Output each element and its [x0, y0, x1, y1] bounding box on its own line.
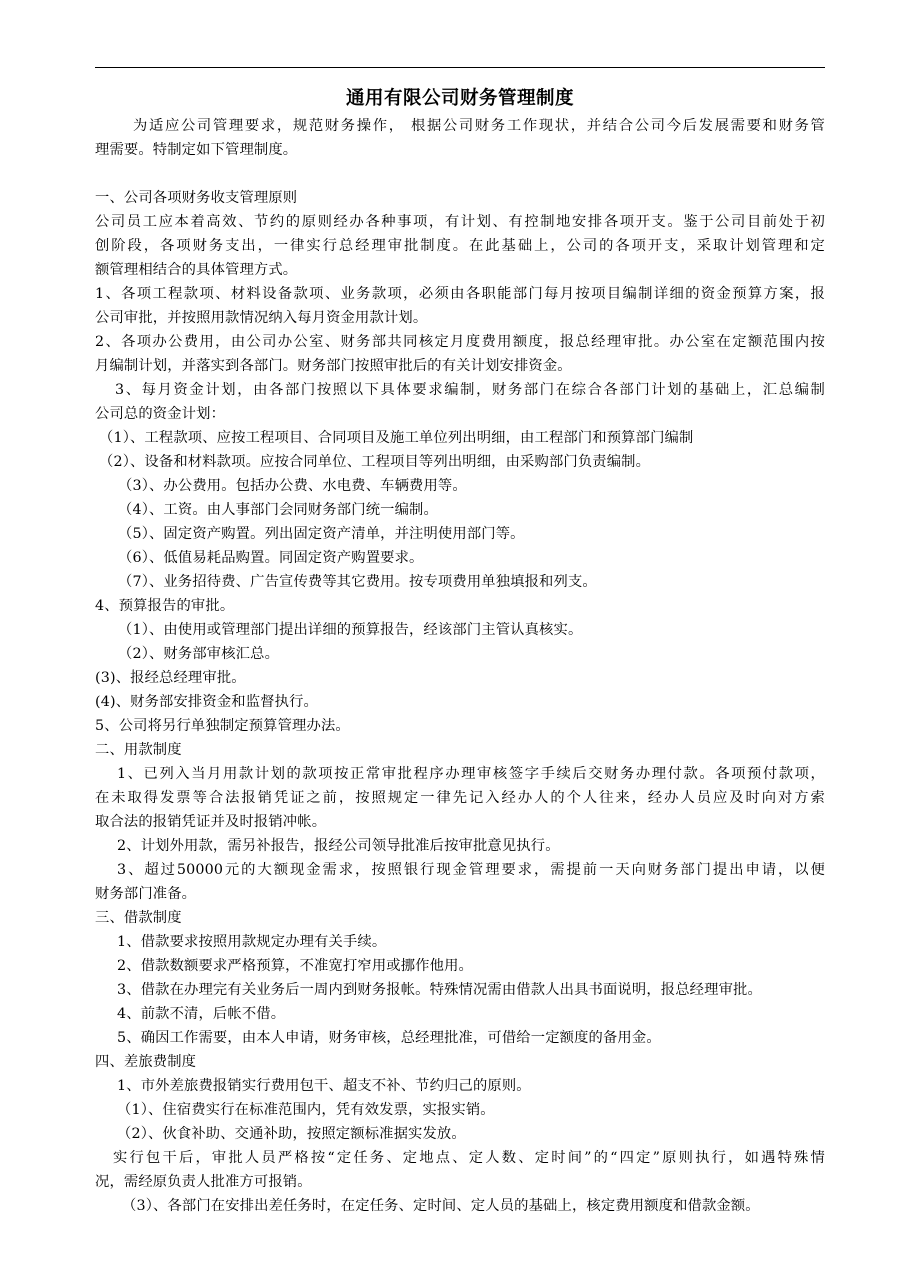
body-line: 理需要。特制定如下管理制度。 — [95, 142, 298, 158]
body-line: （2）、伙食补助、交通补助，按照定额标准据实发放。 — [117, 1126, 466, 1142]
body-line: 公司审批，并按照用款情况纳入每月资金用款计划。 — [95, 310, 428, 326]
body-line: 5、公司将另行单独制定预算管理办法。 — [95, 718, 350, 734]
body-line: 1、市外差旅费报销实行费用包干、超支不补、节约归己的原则。 — [117, 1078, 531, 1094]
body-line: 为适应公司管理要求，规范财务操作， 根据公司财务工作现状，并结合公司今后发展需要和财务管 — [133, 118, 825, 134]
body-line: 5、确因工作需要，由本人申请，财务审核，总经理批准，可借给一定额度的备用金。 — [117, 1030, 661, 1046]
body-line: （2）、财务部审核汇总。 — [118, 646, 280, 662]
body-line: 三、借款制度 — [95, 910, 182, 926]
body-line: 公司员工应本着高效、节约的原则经办各种事项，有计划、有控制地安排各项开支。鉴于公司目前处于初 — [95, 214, 825, 230]
body-line: （6）、低值易耗品购置。同固定资产购置要求。 — [118, 550, 424, 566]
body-line: （7）、业务招待费、广告宣传费等其它费用。按专项费用单独填报和列支。 — [118, 574, 597, 590]
body-line: 1、已列入当月用款计划的款项按正常审批程序办理审核签字手续后交财务办理付款。各项预付款项， — [117, 766, 825, 782]
body-line: 2、计划外用款，需另补报告，报经公司领导批准后按审批意见执行。 — [117, 838, 560, 854]
body-line: （1）、由使用或管理部门提出详细的预算报告，经该部门主管认真核实。 — [118, 622, 583, 638]
body-line: 创阶段，各项财务支出，一律实行总经理审批制度。在此基础上，公司的各项开支，采取计划管理和定 — [95, 238, 825, 254]
body-line: （2）、设备和材料款项。应按合同单位、工程项目等列出明细，由采购部门负责编制。 — [99, 454, 651, 470]
body-line: 额管理相结合的具体管理方式。 — [95, 262, 298, 278]
body-line: （1）、住宿费实行在标准范围内，凭有效发票，实报实销。 — [117, 1102, 495, 1118]
header-rule — [95, 67, 825, 68]
body-line: （4）、工资。由人事部门会同财务部门统一编制。 — [118, 502, 438, 518]
body-line: 取合法的报销凭证并及时报销冲帐。 — [95, 814, 327, 830]
body-line: （5）、固定资产购置。列出固定资产清单，并注明使用部门等。 — [118, 526, 525, 542]
body-line: （3）、办公费用。包括办公费、水电费、车辆费用等。 — [118, 478, 467, 494]
body-line: 2、各项办公费用，由公司办公室、财务部共同核定月度费用额度，报总经理审批。办公室在定额范围内按 — [95, 334, 825, 350]
body-line: (4)、财务部安排资金和监督执行。 — [95, 694, 318, 710]
body-line: 3、超过50000元的大额现金需求，按照银行现金管理要求，需提前一天向财务部门提出申请，以便 — [117, 862, 825, 878]
body-line: 公司总的资金计划： — [95, 406, 226, 422]
body-line: （3）、各部门在安排出差任务时，在定任务、定时间、定人员的基础上，核定费用额度和借款金额。 — [122, 1198, 760, 1214]
body-line: 4、预算报告的审批。 — [95, 598, 235, 614]
body-line: 3、每月资金计划，由各部门按照以下具体要求编制，财务部门在综合各部门计划的基础上，汇总编制 — [115, 382, 825, 398]
body-line: 况，需经原负责人批准方可报销。 — [95, 1174, 312, 1190]
body-line: （1）、工程款项、应按工程项目、合同项目及施工单位列出明细，由工程部门和预算部门编制 — [99, 430, 694, 446]
body-line: 二、用款制度 — [95, 742, 182, 758]
body-line: 一、公司各项财务收支管理原则 — [95, 190, 298, 206]
document-title: 通用有限公司财务管理制度 — [345, 88, 574, 109]
body-line: 在未取得发票等合法报销凭证之前，按照规定一律先记入经办人的个人往来，经办人员应及时向对方索 — [95, 790, 825, 806]
body-line: 实行包干后，审批人员严格按“定任务、定地点、定人数、定时间”的“四定”原则执行，如遇特殊情 — [113, 1150, 825, 1166]
body-line: 月编制计划，并落实到各部门。财务部门按照审批后的有关计划安排资金。 — [95, 358, 572, 374]
body-line: 4、前款不清，后帐不借。 — [117, 1006, 286, 1022]
body-line: 财务部门准备。 — [95, 886, 197, 902]
body-line: 1、借款要求按照用款规定办理有关手续。 — [117, 934, 387, 950]
body-line: 四、差旅费制度 — [95, 1054, 197, 1070]
body-line: 3、借款在办理完有关业务后一周内到财务报帐。特殊情况需由借款人出具书面说明，报总经理审批。 — [117, 982, 762, 998]
body-line: (3)、报经总经理审批。 — [95, 670, 246, 686]
body-line: 1、各项工程款项、材料设备款项、业务款项，必须由各职能部门每月按项目编制详细的资金预算方案，报 — [95, 286, 825, 302]
body-line: 2、借款数额要求严格预算，不准宽打窄用或挪作他用。 — [117, 958, 473, 974]
